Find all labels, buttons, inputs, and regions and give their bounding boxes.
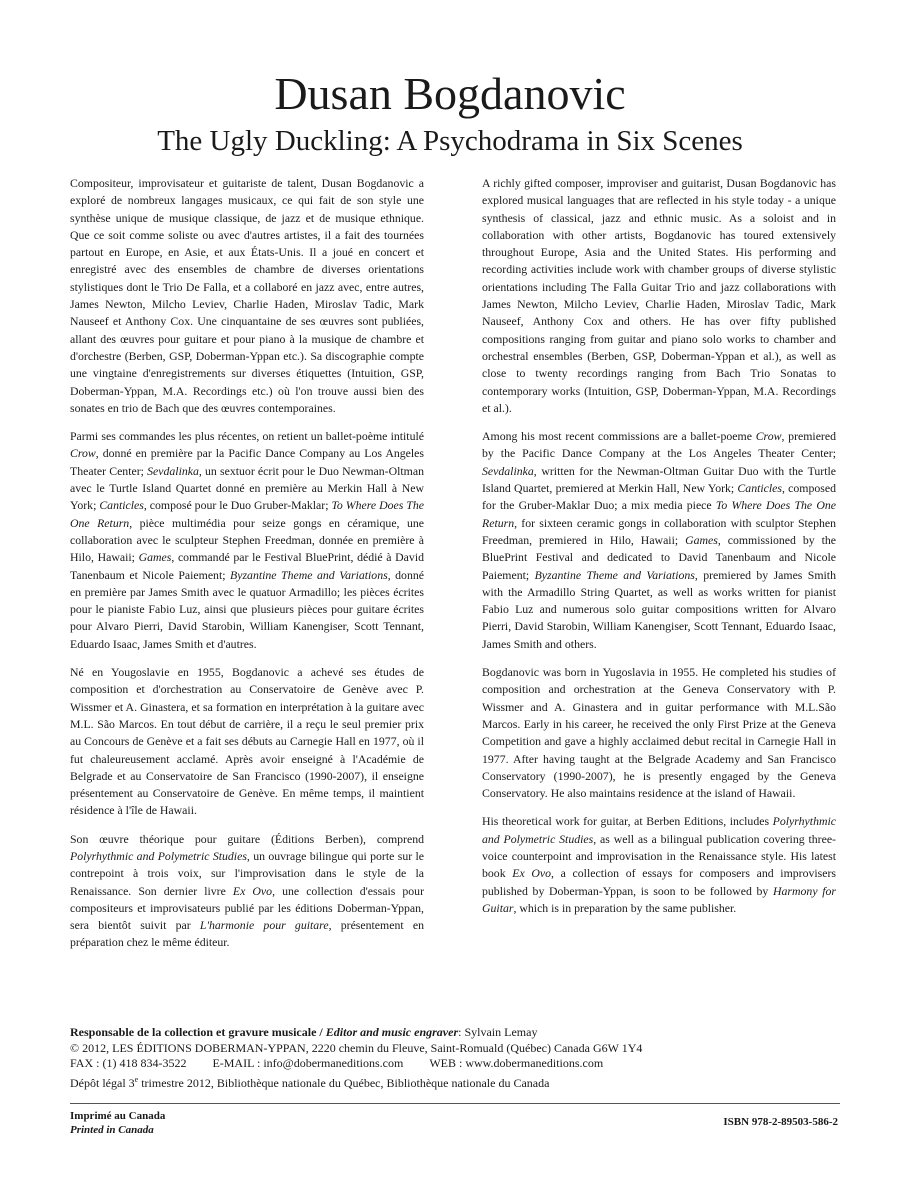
paragraph-text-run: , premiered by the Pacific Dance Company at the Los Angeles Theater Center; <box>482 429 836 461</box>
fax-number: FAX : (1) 418 834-3522 <box>70 1056 187 1070</box>
work-title-italic: Harmony for Guitar <box>482 883 837 915</box>
work-title-italic: Sevdalinka <box>147 463 199 478</box>
english-paragraph-2 <box>482 428 836 653</box>
paragraph-text-run: Among his most recent commissions are a ballet-poeme <box>482 429 756 444</box>
email-address: E-MAIL : info@dobermaneditions.com <box>212 1056 404 1070</box>
french-biography <box>70 175 424 963</box>
copyright-line: © 2012, LES ÉDITIONS DOBERMAN-YPPAN, 2220 chemin du Fleuve, Saint-Romuald (Québec) Canada G6W 1Y4 <box>70 1040 643 1055</box>
work-title-italic: Crow <box>70 446 96 461</box>
paragraph-text-run: , présentement en préparation chez le même éditeur. <box>70 918 424 950</box>
contact-line <box>70 1056 840 1072</box>
work-title-italic: Ex Ovo <box>512 866 552 881</box>
paragraph-text-run: Son œuvre théorique pour guitare (Éditions Berben), comprend <box>70 831 424 846</box>
paragraph-text-run: , for sixteen ceramic gongs in collaboration with sculptor Stephen Freedman, premiered in Hilo, Hawaii; <box>482 515 836 547</box>
english-paragraph-3: Bogdanovic was born in Yugoslavia in 1955. He completed his studies of composition and orchestration at the Geneva Conservatory with P. Wissmer and A. Ginastera and in guitar performance with M.L.São Marcos. Early in his career, he received the only First Prize at the Geneva Competition and gave a highly acclaimed debut recital in Carnegie Hall in 1977. After having taught at the Belgrade Academy and San Francisco Conservatory (1990-2007), he is presently engaged by the Geneva Conservatory. He also maintains residence at the island of Hawaii. <box>482 665 836 801</box>
french-paragraph-4 <box>70 831 424 952</box>
french-paragraph-3: Né en Yougoslavie en 1955, Bogdanovic a achevé ses études de composition et d'orchestration au Conservatoire de Genève avec P. Wissmer et A. Ginastera, et sa formation en interprétation à la guitare avec M.L. São Marcos. En tout début de carrière, il a reçu le seul premier prix au Concours de Genève et a fait ses débuts au Carnegie Hall en 1977, où il fut chaleureusement acclamé. Après avoir enseigné à l'Académie de Belgrade et au Conservatoire de San Francisco (1990-2007), il enseigne présentement au Conservatoire de Genève. En même temps, il maintient résidence à l'île de Hawaii. <box>70 665 424 818</box>
paragraph-text-run: , donné en première par la Pacific Dance Company au Los Angeles Theater Center; <box>70 446 424 478</box>
work-title-italic: Games <box>138 550 172 565</box>
work-title-italic: Games <box>685 532 718 547</box>
work-title-italic: L'harmonie pour guitare <box>199 918 329 933</box>
french-paragraph-1: Compositeur, improvisateur et guitariste de talent, Dusan Bogdanovic a exploré de nombreux langages musicaux, ce qui fait de son style une synthèse unique de musique classique, de jazz et de musique ethnique. Que ce soit comme soliste ou avec d'autres artistes, il a fait des tournées partout en Europe, en Asie, et aux États-Unis. Il a joué en concert et enregistré avec des ensembles de chambre de diverses orientations stylistiques dont le Trio De Falla, et a collaboré en jazz avec, entre autres, James Newton, Milcho Leviev, Charlie Haden, Miroslav Tadic, Mark Nauseef et Anthony Cox. Une cinquantaine de ses œuvres sont publiées, allant des œuvres pour guitare et pour piano à la musique de chambre et d'orchestre (Berben, GSP, Doberman-Yppan etc.). Sa discographie compte une vingtaine d'enregistrements sur diverses étiquettes (Intuition, GSP, Doberman-Yppan, M.A. Recordings etc.) où l'on trouve aussi bien des sonates en trio de Bach que des œuvres contemporaines. <box>70 176 424 415</box>
paragraph-text-run: , written for the Newman-Oltman Guitar Duo with the Turtle Island Quartet, premiered at Merkin Hall, New York; <box>482 463 836 496</box>
paragraph-text-run: , un sextuor écrit pour le Duo Newman-Oltman avec le Turtle Island Quartet donné en première au Merkin Hall à New York; <box>70 463 424 513</box>
work-title-italic: Ex Ovo <box>232 883 273 898</box>
paragraph-text-run: His theoretical work for guitar, at Berben Editions, includes <box>482 814 773 829</box>
work-title-italic: Polyrhythmic and Polymetric Studies <box>482 814 836 846</box>
paragraph-text-run: , une collection d'essais pour compositeurs et improvisateurs publié par les éditions Doberman-Yppan, sera bientôt suivit par <box>70 883 425 933</box>
paragraph-text-run: , composed for the Gruber-Maklar Duo; a mix media piece <box>482 481 836 513</box>
paragraph-text-run: , as well as a bilingual publication covering three- voice counterpoint and improvisation in the Renaissance style. His latest book <box>482 831 836 881</box>
composer-name: Dusan Bogdanovic <box>274 68 626 119</box>
english-biography <box>482 175 836 928</box>
publication-credits <box>70 1025 840 1091</box>
work-title-italic: Byzantine Theme and Variations <box>534 567 695 582</box>
isbn: ISBN 978-2-89503-586-2 <box>723 1116 838 1128</box>
footer-divider <box>70 1103 840 1104</box>
role-separator: / <box>316 1025 326 1039</box>
english-paragraph-1: A richly gifted composer, improviser and guitarist, Dusan Bogdanovic has explored musical languages that are reflected in his style today - a unique synthesis of classical, jazz and ethnic music. As a soloist and in collaboration with other artists, Bogdanovic has toured extensively throughout Europe, Asia and the United States. His performing and recording activities include work with chamber groups of diverse stylistic orientations including The Falla Guitar Trio and jazz collaborations with James Newton, Milcho Leviev, Charlie Haden, Miroslav Tadic, Mark Nauseef, Anthony Cox and others. He has over fifty published compositions ranging from guitar and piano solo works to chamber and orchestral ensembles (Berben, GSP, Doberman-Yppan et al.), as well as close to twenty recordings ranging from Bach Trio Sonatas to contemporary works (Intuition, GSP, Doberman-Yppan, M.A. Recordings et al.). <box>482 176 836 415</box>
work-title: The Ugly Duckling: A Psychodrama in Six Scenes <box>157 125 743 157</box>
paragraph-text-run: , commandé par le Festival BluePrint, dédié à David Tanenbaum et Nicole Paiement; <box>70 550 424 582</box>
work-title-italic: To Where Does The One Return <box>70 498 424 530</box>
paragraph-text-run: , pièce multimédia pour seize gongs en céramique, une collaboration avec le sculpteur Stephen Freedman, donnée en première à Hilo, Hawaii; <box>70 515 424 565</box>
role-english: Editor and music engraver <box>325 1025 459 1039</box>
work-title-italic: Byzantine Theme and Variations <box>230 567 388 582</box>
role-french: Responsable de la collection et gravure musicale <box>70 1025 317 1039</box>
engraver-line <box>70 1025 840 1041</box>
role-colon: : <box>458 1025 465 1039</box>
printed-in <box>70 1109 165 1137</box>
legal-deposit-line: Dépôt légal 3e trimestre 2012, Bibliothèque nationale du Québec, Bibliothèque nationale du Canada <box>70 1074 550 1090</box>
work-title-italic: Crow <box>755 429 782 444</box>
paragraph-text-run: , commissioned by the BluePrint Festival and dedicated to David Tanenbaum and Nicole Paiement; <box>482 532 836 582</box>
work-title-italic: To Where Does The One Return <box>482 498 836 530</box>
french-paragraph-2 <box>70 428 424 653</box>
paragraph-text-run: , premiered by James Smith with the Armadillo String Quartet, as well as works written for pianist Fabio Luz and numerous solo guitar compositions written for Alvaro Pierri, David Starobin, William Kanengiser, Scott Tennant, Eduardo Isaac, James Smith and others. <box>482 567 836 651</box>
english-paragraph-4 <box>482 813 836 917</box>
paragraph-text-run: , which is in preparation by the same publisher. <box>513 900 737 915</box>
paragraph-text-run: Parmi ses commandes les plus récentes, on retient un ballet-poème intitulé <box>70 429 424 444</box>
website: WEB : www.dobermaneditions.com <box>429 1056 604 1070</box>
paragraph-text-run: , a collection of essays for composers and improvisers published by Doberman-Yppan, is soon to be followed by <box>482 866 836 898</box>
work-title-italic: Polyrhythmic and Polymetric Studies <box>70 848 247 863</box>
printed-english: Printed in Canada <box>70 1124 154 1136</box>
printed-french: Imprimé au Canada <box>70 1110 166 1122</box>
work-title-italic: Sevdalinka <box>482 463 534 478</box>
paragraph-text-run: , donné en première par James Smith avec le quatuor Armadillo; les pièces écrites pour le pianiste Fabio Luz, ainsi que plusieurs pièces pour guitare écrites pour Alvaro Pierri, David Starobin, William Kanengiser, Scott Tennant, Eduardo Isaac, James Smith et d'autres. <box>70 567 424 651</box>
engraver-name: Sylvain Lemay <box>464 1025 538 1039</box>
work-title-italic: Canticles <box>737 481 782 496</box>
paragraph-text-run: , un ouvrage bilingue qui porte sur le contrepoint à trois voix, sur l'improvisation dans le style de la Renaissance. Son dernier livre <box>70 848 425 898</box>
paragraph-text-run: , composé pour le Duo Gruber-Maklar; <box>143 498 332 513</box>
work-title-italic: Canticles <box>99 498 144 513</box>
